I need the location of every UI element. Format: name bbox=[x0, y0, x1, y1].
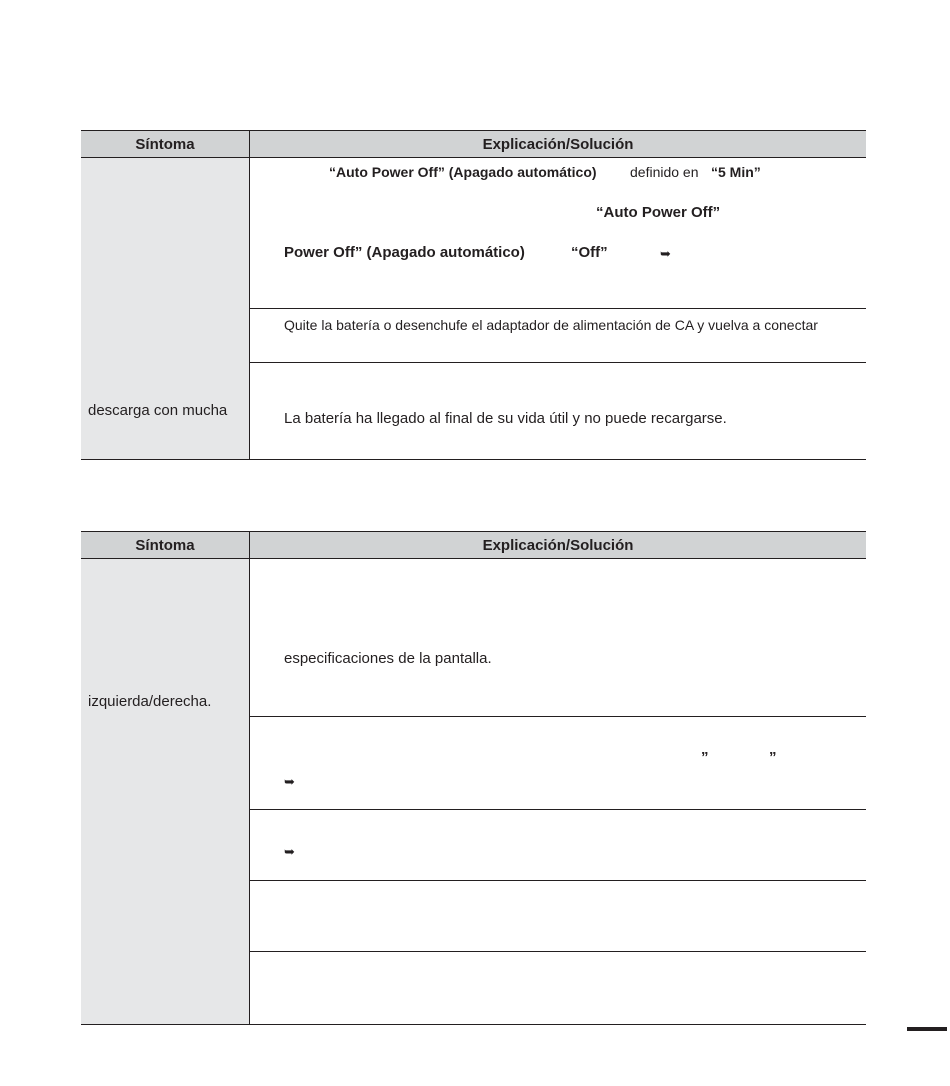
setting-name: “Auto Power Off” bbox=[596, 204, 721, 221]
symptom-cell bbox=[81, 362, 250, 459]
table-row bbox=[81, 951, 866, 1025]
symptom-cell bbox=[81, 880, 250, 951]
table-header bbox=[81, 130, 866, 158]
explanation-cell bbox=[250, 880, 866, 951]
symptom-cell bbox=[81, 809, 250, 880]
explanation-cell bbox=[250, 951, 866, 1024]
symptom-cell bbox=[81, 308, 250, 362]
header-explanation: Explicación/Solución bbox=[482, 135, 634, 153]
setting-text: definido en bbox=[630, 164, 699, 180]
explanation-cell bbox=[250, 716, 866, 809]
explanation-cell bbox=[250, 362, 866, 459]
explanation-cell bbox=[250, 158, 866, 308]
symptom-text: descarga con mucha bbox=[88, 402, 228, 419]
page-edge-marker bbox=[907, 1027, 947, 1031]
header-symptom: Síntoma bbox=[81, 131, 250, 157]
setting-value: “Off” bbox=[571, 244, 608, 261]
header-symptom: Síntoma bbox=[81, 532, 250, 558]
symptom-text: izquierda/derecha. bbox=[88, 693, 212, 710]
setting-value: “5 Min” bbox=[711, 164, 761, 180]
symptom-cell bbox=[81, 951, 250, 1024]
solution-text: Quite la batería o desenchufe el adaptador de alimentación de CA y vuelva a conectar bbox=[284, 317, 818, 333]
table-header bbox=[81, 531, 866, 559]
table-row bbox=[81, 559, 866, 717]
symptom-cell bbox=[81, 158, 250, 308]
explanation-cell bbox=[250, 308, 866, 362]
table-row bbox=[81, 809, 866, 881]
table-row bbox=[81, 158, 866, 309]
setting-name: Power Off” (Apagado automático) bbox=[284, 244, 525, 261]
quote-mark: ” bbox=[701, 749, 709, 766]
table-row bbox=[81, 716, 866, 810]
explanation-cell bbox=[250, 809, 866, 880]
arrow-icon: ➥ bbox=[660, 246, 671, 261]
table-row bbox=[81, 308, 866, 363]
header-explanation: Explicación/Solución bbox=[482, 536, 634, 554]
explanation-cell bbox=[250, 559, 866, 716]
solution-text: especificaciones de la pantalla. bbox=[284, 650, 492, 667]
symptom-cell bbox=[81, 559, 250, 716]
arrow-icon: ➥ bbox=[284, 844, 295, 859]
arrow-icon: ➥ bbox=[284, 774, 295, 789]
table-row bbox=[81, 880, 866, 952]
quote-mark: ” bbox=[769, 749, 777, 766]
setting-name: “Auto Power Off” (Apagado automático) bbox=[329, 164, 597, 180]
symptom-cell bbox=[81, 716, 250, 809]
table-row bbox=[81, 362, 866, 460]
solution-text: La batería ha llegado al final de su vida útil y no puede recargarse. bbox=[284, 410, 727, 427]
